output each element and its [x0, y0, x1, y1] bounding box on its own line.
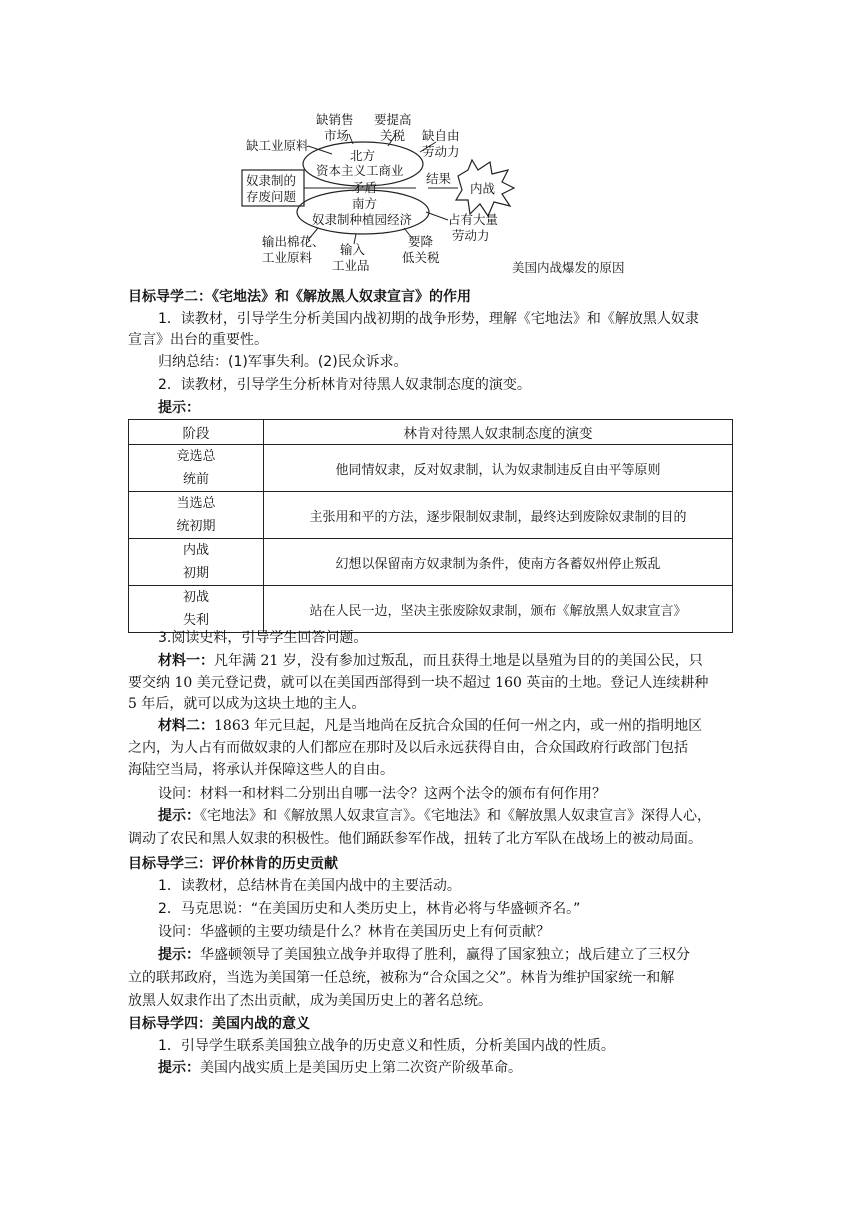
civil-war-causes-diagram [236, 104, 656, 284]
material1-text: 凡年满 21 岁，没有参加过叛乱，而且获得土地是以垦殖为目的的美国公民，只 [214, 653, 703, 669]
stage-line-2: 统初期 [176, 519, 216, 534]
box-line-1: 奴隶制的 [246, 173, 297, 188]
stage-line-1: 竞选总 [176, 449, 216, 464]
label-labor-south-2: 劳动力 [452, 228, 490, 243]
sec2-p3: 3.阅读史料，引导学生回答问题。 [158, 630, 368, 646]
lincoln-attitude-table [128, 419, 733, 633]
sec2-answer-line1 [158, 806, 788, 827]
label-export-2: 工业原料 [262, 250, 313, 265]
stage-line-1: 内战 [182, 543, 209, 558]
sec2-question: 设问：材料一和材料二分别出自哪一法令？这两个法令的颁布有何作用？ [158, 786, 606, 802]
answer-label: 提示： [158, 1060, 200, 1076]
label-labor-south-1: 占有大量 [448, 212, 499, 227]
stage-line-1: 当选总 [176, 496, 216, 511]
answer-text: 《宅地法》和《解放黑人奴隶宣言》。《宅地法》和《解放黑人奴隶宣言》深得人心， [200, 808, 711, 824]
table-cell-desc: 他同情奴隶，反对奴隶制，认为奴隶制违反自由平等原则 [264, 445, 733, 492]
label-tariff-up-1: 要提高 [374, 112, 412, 127]
answer-text: 华盛顿领导了美国独立战争并取得了胜利，赢得了国家独立；战后建立了三权分 [200, 947, 690, 963]
sec4-answer-line1 [158, 1058, 788, 1079]
label-import-1: 输入 [340, 242, 366, 257]
stage-line-2: 失利 [182, 613, 209, 628]
sec3-answer-line1 [158, 945, 788, 966]
sec2-p1-line1: 1．读教材，引导学生分析美国内战初期的战争形势，理解《宅地法》和《解放黑人奴隶 [158, 311, 699, 327]
table-header-evolution: 林肯对待黑人奴隶制态度的演变 [264, 420, 733, 445]
south-title: 南方 [352, 196, 378, 211]
material1-label: 材料一： [158, 653, 214, 669]
cause-diagram-svg [236, 104, 656, 284]
sec3-question: 设问：华盛顿的主要功绩是什么？林肯在美国历史上有何贡献？ [158, 924, 550, 940]
label-export-1: 输出棉花、 [262, 234, 325, 249]
table-cell-stage [129, 492, 264, 539]
material1-line2: 要交纳 10 美元登记费，就可以在美国西部得到一块不超过 160 英亩的土地。登记人连续耕种 [128, 675, 709, 691]
table-cell-stage [129, 586, 264, 633]
spoke-labor-south [426, 212, 448, 220]
section2-heading: 目标导学二：《宅地法》和《解放黑人奴隶宣言》的作用 [128, 289, 471, 305]
box-line-2: 存废问题 [246, 189, 297, 204]
north-economy: 资本主义工商业 [316, 163, 404, 178]
sec3-answer-line2: 立的联邦政府，当选为美国第一任总统，被称为“合众国之父”。林肯为维护国家统一和解 [128, 970, 675, 986]
table-cell-desc: 站在人民一边，坚决主张废除奴隶制，颁布《解放黑人奴隶宣言》 [264, 586, 733, 633]
sec3-p1: 1．读教材，总结林肯在美国内战中的主要活动。 [158, 878, 461, 894]
north-title: 北方 [350, 148, 376, 163]
label-tariff-up-2: 关税 [380, 128, 406, 143]
stage-line-2: 统前 [182, 472, 209, 487]
table-cell-stage [129, 539, 264, 586]
label-tariff-down-2: 低关税 [402, 250, 440, 265]
answer-text: 美国内战实质上是美国历史上第二次资产阶级革命。 [200, 1060, 522, 1076]
sec2-p2: 2．读教材，引导学生分析林肯对待黑人奴隶制态度的演变。 [158, 377, 531, 393]
sec3-p2: 2．马克思说：“在美国历史和人类历史上，林肯必将与华盛顿齐名。” [158, 901, 581, 917]
table-cell-desc: 主张用和平的方法，逐步限制奴隶制，最终达到废除奴隶制的目的 [264, 492, 733, 539]
section3-heading: 目标导学三：评价林肯的历史贡献 [128, 856, 338, 872]
conflict-label: 矛盾 [352, 180, 378, 195]
table-row [129, 539, 733, 586]
material2-label: 材料二： [158, 718, 214, 734]
table-cell-stage [129, 445, 264, 492]
answer-label: 提示： [158, 947, 200, 963]
table-row [129, 492, 733, 539]
table-header-row [129, 420, 733, 445]
sec3-answer-line3: 放黑人奴隶作出了杰出贡献，成为美国历史上的著名总统。 [128, 993, 492, 1009]
label-tariff-down-1: 要降 [408, 234, 434, 249]
stage-line-2: 初期 [182, 566, 209, 581]
war-label: 内战 [470, 181, 496, 196]
material1-line1 [158, 651, 788, 672]
stage-line-1: 初战 [182, 590, 209, 605]
diagram-caption: 美国内战爆发的原因 [512, 260, 625, 275]
result-label: 结果 [426, 171, 452, 186]
south-economy: 奴隶制种植园经济 [312, 212, 413, 227]
table-header-stage: 阶段 [129, 420, 264, 445]
label-lack-market-1: 缺销售 [316, 112, 354, 127]
label-lack-market-2: 市场 [324, 128, 350, 143]
table-cell-desc: 幻想以保留南方奴隶制为条件，使南方各蓄奴州停止叛乱 [264, 539, 733, 586]
sec2-summary: 归纳总结：(1)军事失利。(2)民众诉求。 [158, 354, 408, 370]
material2-line3: 海陆空当局，将承认并保障这些人的自由。 [128, 762, 394, 778]
material1-line3: 5 年后，就可以成为这块土地的主人。 [128, 696, 366, 712]
sec2-p1-line2: 宣言》出台的重要性。 [128, 332, 268, 348]
table-row [129, 445, 733, 492]
sec2-answer-line2: 调动了农民和黑人奴隶的积极性。他们踊跃参军作战，扭转了北方军队在战场上的被动局面。 [128, 831, 702, 847]
answer-label: 提示： [158, 808, 200, 824]
material2-line1 [158, 716, 788, 737]
material2-line2: 之内，为人占有而做奴隶的人们都应在那时及以后永远获得自由，合众国政府行政部门包括 [128, 740, 688, 756]
sec2-hint: 提示： [158, 400, 200, 416]
label-free-labor-1: 缺自由 [422, 128, 460, 143]
label-import-2: 工业品 [332, 258, 370, 273]
label-free-labor-2: 劳动力 [422, 144, 460, 159]
material2-text: 1863 年元旦起，凡是当地尚在反抗合众国的任何一州之内，或一州的指明地区 [214, 718, 703, 734]
label-raw-material: 缺工业原料 [246, 138, 309, 153]
table-row [129, 586, 733, 633]
section4-heading: 目标导学四：美国内战的意义 [128, 1016, 310, 1032]
sec4-p1: 1．引导学生联系美国独立战争的历史意义和性质，分析美国内战的性质。 [158, 1038, 615, 1054]
